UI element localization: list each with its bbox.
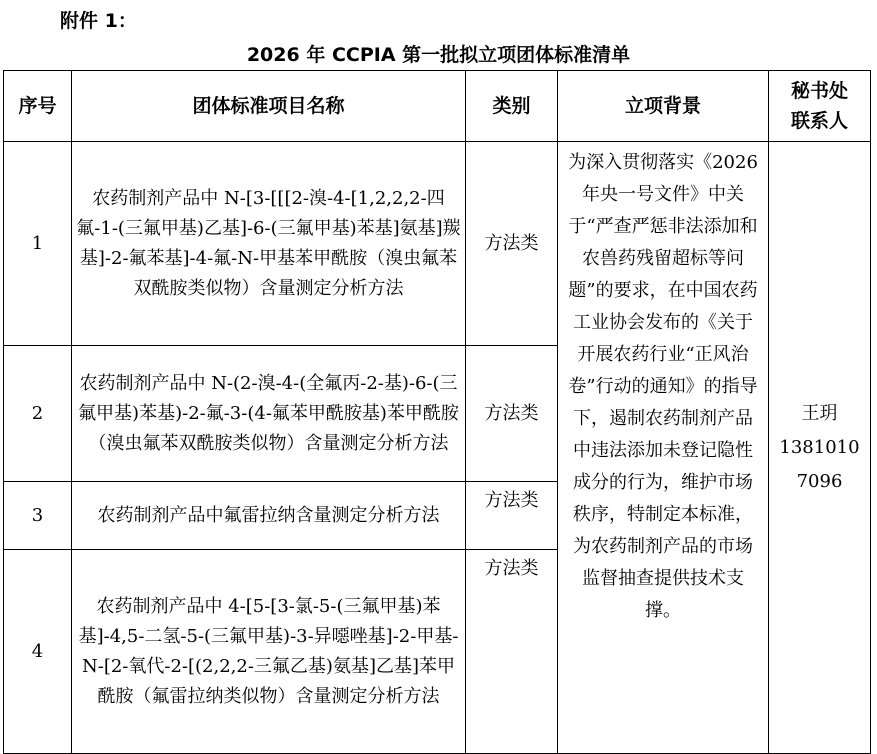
header-name: 团体标准项目名称 — [72, 71, 466, 142]
row-name: 农药制剂产品中 4-[5-[3-氯-5-(三氟甲基)苯基]-4,5-二氢-5-(三氟甲基)-3-异噁唑基]-2-甲基-N-[2-氧代-2-[(2,2,2-三氟乙基)氨基]乙基]苯甲酰胺（氟雷拉纳类似物）含量测定分析方法 — [72, 550, 466, 754]
background-cell: 为深入贯彻落实《2026 年央一号文件》中关于“严查严惩非法添加和农兽药残留超标等问题”的要求，在中国农药工业协会发布的《关于开展农药行业“正风治卷”行动的通知》的指导下，遏制农药制剂产品中违法添加未登记隐性成分的行为，维护市场秩序，特制定本标准，为农药制剂产品的市场监督抽查提供技术支撑。 — [558, 142, 769, 754]
row-seq: 1 — [4, 142, 72, 346]
row-seq: 3 — [4, 482, 72, 550]
header-background: 立项背景 — [558, 71, 769, 142]
document-title: 2026 年 CCPIA 第一批拟立项团体标准清单 — [246, 44, 631, 66]
row-category: 方法类 — [466, 346, 558, 482]
table-row — [4, 142, 871, 346]
row-name: 农药制剂产品中 N-(2-溴-4-(全氟丙-2-基)-6-(三氟甲基)苯基)-2-氟-3-(4-氟苯甲酰胺基)苯甲酰胺（溴虫氟苯双酰胺类似物）含量测定分析方法 — [72, 346, 466, 482]
row-category: 方法类 — [466, 550, 558, 754]
row-category: 方法类 — [466, 482, 558, 550]
header-seq: 序号 — [4, 71, 72, 142]
row-category: 方法类 — [466, 142, 558, 346]
standards-table — [3, 70, 871, 754]
header-category: 类别 — [466, 71, 558, 142]
row-seq: 4 — [4, 550, 72, 754]
row-name: 农药制剂产品中氟雷拉纳含量测定分析方法 — [72, 482, 466, 550]
row-seq: 2 — [4, 346, 72, 482]
header-contact: 秘书处联系人 — [769, 71, 871, 142]
table-header-row — [4, 71, 871, 142]
contact-cell — [769, 142, 871, 754]
contact-phone: 13810107096 — [779, 436, 860, 492]
contact-name: 王玥 — [801, 402, 838, 424]
annex-label: 附件 1： — [60, 10, 137, 32]
row-name: 农药制剂产品中 N-[3-[[[2-溴-4-[1,2,2,2-四氟-1-(三氟甲基)乙基]-6-(三氟甲基)苯基]氨基]羰基]-2-氟苯基]-4-氟-N-甲基苯甲酰胺（溴虫氟苯双酰胺类似物）含量测定分析方法 — [72, 142, 466, 346]
